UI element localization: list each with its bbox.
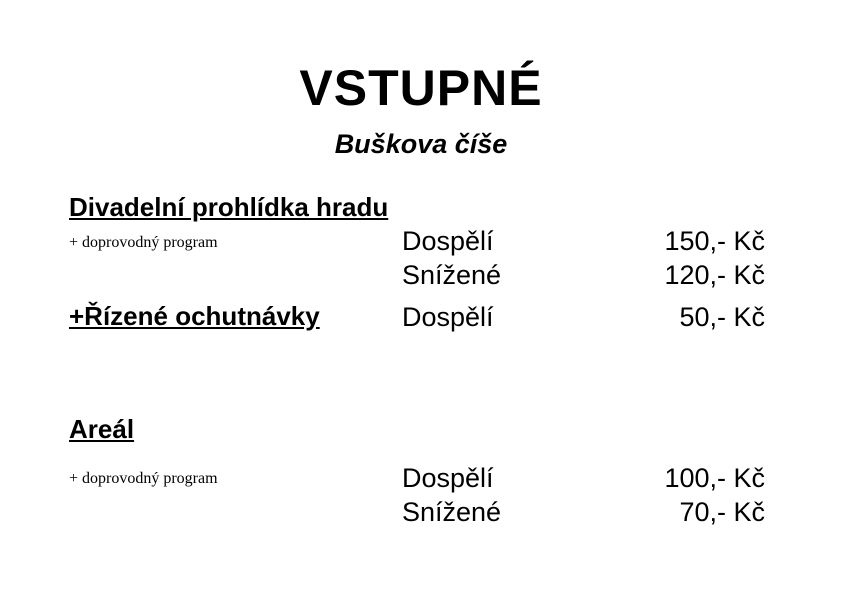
price-row [0,226,842,260]
price-category: Snížené [402,260,502,290]
price-value: 50,- Kč [679,302,765,332]
price-row [0,463,842,497]
price-value: 70,- Kč [679,497,765,527]
page-subtitle: Buškova číše [334,129,508,159]
price-value: 100,- Kč [664,463,765,493]
price-row [0,497,842,531]
price-category: Dospělí [402,463,494,493]
price-value: 150,- Kč [664,226,765,256]
section-note: + doprovodný program [69,470,218,487]
section-note: + doprovodný program [69,234,218,251]
price-value: 120,- Kč [664,260,765,290]
price-category: Dospělí [402,302,494,332]
price-row-rizene-ochutnavky [0,301,842,337]
subsection-heading: +Řízené ochutnávky [69,301,320,331]
section-heading: Areál [69,414,135,444]
price-category: Snížené [402,497,502,527]
price-row [0,260,842,294]
section-heading: Divadelní prohlídka hradu [69,192,389,222]
page-title: VSTUPNÉ [299,60,543,116]
price-category: Dospělí [402,226,494,256]
